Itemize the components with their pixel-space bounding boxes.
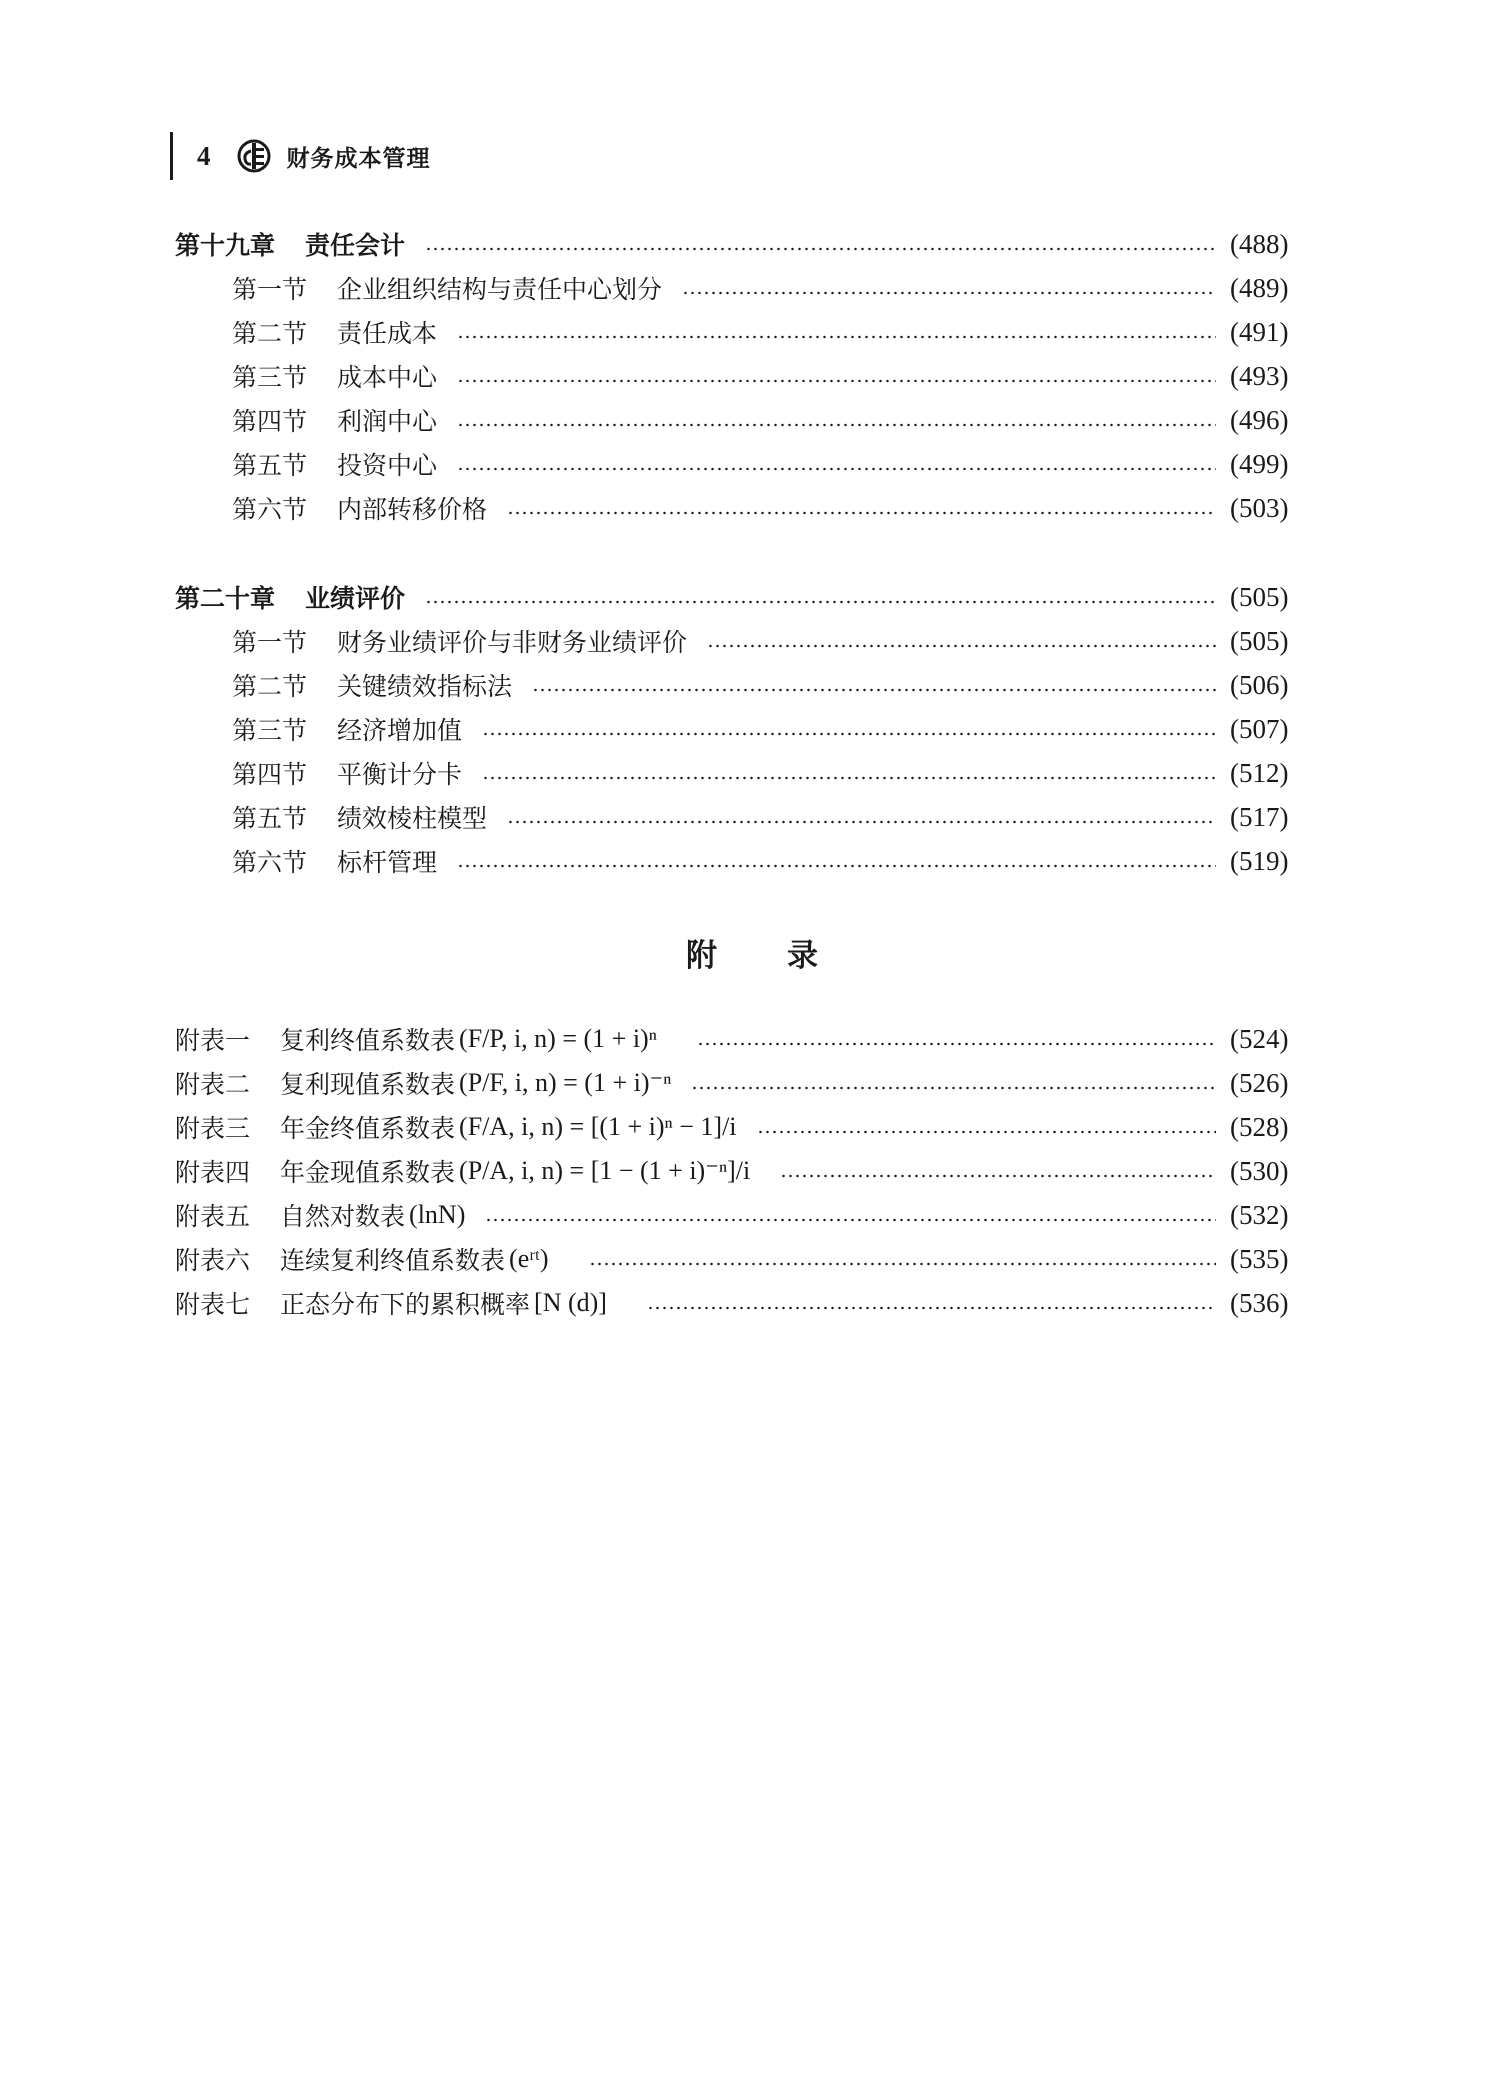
section-number: 第五节 [232,804,308,833]
toc-section[interactable] [0,400,1504,440]
appendix-formula: (eʳᵗ) [509,1244,549,1273]
toc-appendix-item[interactable] [0,1151,1504,1191]
section-number: 第一节 [232,628,308,657]
appendix-formula: (F/P, i, n) = (1 + i)ⁿ [459,1024,657,1053]
toc-section[interactable] [0,268,1504,308]
toc-section[interactable] [0,841,1504,881]
chapter-title: 责任会计 [305,231,406,260]
dot-leader [707,644,1216,648]
dot-leader [482,776,1216,780]
dot-leader [697,1042,1216,1046]
dot-leader [757,1130,1216,1134]
section-number: 第六节 [232,495,308,524]
page-ref: (488) [1230,228,1289,259]
appendix-number: 附表二 [175,1070,251,1099]
toc-appendix-item[interactable] [0,1107,1504,1147]
page-ref: (524) [1230,1023,1289,1054]
toc-appendix-label [175,1241,549,1277]
appendix-number: 附表六 [175,1246,251,1275]
appendix-formula: (P/A, i, n) = [1 − (1 + i)⁻ⁿ]/i [459,1156,751,1185]
toc-chapter-20[interactable] [0,577,1504,617]
toc-section[interactable] [0,621,1504,661]
section-number: 第一节 [232,275,308,304]
appendix-title: 正态分布下的累积概率 [280,1290,531,1319]
page-ref: (526) [1230,1067,1289,1098]
toc-section-label [232,446,437,482]
dot-leader [532,688,1216,692]
appendix-title: 复利终值系数表 [280,1026,456,1055]
page-ref: (506) [1230,669,1289,700]
page-ref: (535) [1230,1243,1289,1274]
section-title: 经济增加值 [337,716,463,745]
book-title: 财务成本管理 [286,145,431,172]
toc-section[interactable] [0,665,1504,705]
toc-appendix-label [175,1153,750,1189]
dot-leader [780,1174,1216,1178]
appendix-title: 年金终值系数表 [280,1114,456,1143]
toc-section-label [232,358,437,394]
chapter-number: 第十九章 [175,231,276,260]
toc-appendix-item[interactable] [0,1283,1504,1323]
header-rule [170,132,173,180]
dot-leader [457,423,1216,427]
toc-section-label [232,270,662,306]
page-ref: (512) [1230,757,1289,788]
toc-section-label [232,402,437,438]
toc-section[interactable] [0,797,1504,837]
chapter-title: 业绩评价 [305,584,406,613]
toc-appendix-item[interactable] [0,1195,1504,1235]
dot-leader [507,511,1216,515]
toc-appendix-item[interactable] [0,1063,1504,1103]
section-title: 财务业绩评价与非财务业绩评价 [337,628,688,657]
section-title: 利润中心 [337,407,438,436]
toc-section[interactable] [0,444,1504,484]
appendix-formula: (F/A, i, n) = [(1 + i)ⁿ − 1]/i [459,1112,737,1141]
toc-section-label [232,843,437,879]
appendix-heading: 附录 [686,938,888,974]
toc-section-label [232,314,437,350]
toc-section[interactable] [0,488,1504,528]
dot-leader [507,820,1216,824]
appendix-title: 年金现值系数表 [280,1158,456,1187]
section-title: 平衡计分卡 [337,760,463,789]
running-header [170,132,431,180]
toc-appendix-label [175,1285,607,1321]
toc-chapter-label [175,226,405,262]
page-ref: (528) [1230,1111,1289,1142]
toc-appendix-label [175,1109,737,1145]
appendix-formula: (P/F, i, n) = (1 + i)⁻ⁿ [459,1068,672,1097]
dot-leader [457,467,1216,471]
page-ref: (493) [1230,360,1289,391]
page-number: 4 [197,140,211,171]
dot-leader [647,1306,1216,1310]
page-ref: (507) [1230,713,1289,744]
toc-appendix-item[interactable] [0,1239,1504,1279]
dot-leader [457,379,1216,383]
toc-section[interactable] [0,709,1504,749]
dot-leader [457,335,1216,339]
appendix-formula: [N (d)] [534,1288,607,1317]
dot-leader [682,291,1216,295]
section-number: 第二节 [232,672,308,701]
dot-leader [425,600,1216,604]
section-title: 内部转移价格 [337,495,488,524]
toc-section-label [232,623,687,659]
appendix-number: 附表一 [175,1026,251,1055]
appendix-title: 自然对数表 [280,1202,406,1231]
toc-chapter-19[interactable] [0,224,1504,264]
page-ref: (491) [1230,316,1289,347]
appendix-formula: (lnN) [409,1200,466,1229]
section-title: 企业组织结构与责任中心划分 [337,275,663,304]
toc-appendix-label [175,1197,465,1233]
page-ref: (530) [1230,1155,1289,1186]
page-ref: (496) [1230,404,1289,435]
appendix-title: 复利现值系数表 [280,1070,456,1099]
toc-chapter-label [175,579,405,615]
section-number: 第二节 [232,319,308,348]
toc-appendix-label [175,1021,657,1057]
section-number: 第三节 [232,363,308,392]
appendix-number: 附表五 [175,1202,251,1231]
page-ref: (505) [1230,581,1289,612]
page-ref: (519) [1230,845,1289,876]
section-number: 第三节 [232,716,308,745]
page-ref: (503) [1230,492,1289,523]
toc-section[interactable] [0,753,1504,793]
section-title: 绩效棱柱模型 [337,804,488,833]
section-number: 第五节 [232,451,308,480]
dot-leader [691,1086,1216,1090]
toc-section-label [232,711,462,747]
appendix-number: 附表七 [175,1290,251,1319]
toc-section[interactable] [0,356,1504,396]
toc-section-label [232,490,487,526]
toc-section-label [232,755,462,791]
toc-section-label [232,667,512,703]
dot-leader [485,1218,1216,1222]
appendix-title: 连续复利终值系数表 [280,1246,506,1275]
page-ref: (499) [1230,448,1289,479]
toc-section-label [232,799,487,835]
appendix-number: 附表四 [175,1158,251,1187]
section-title: 成本中心 [337,363,438,392]
section-title: 关键绩效指标法 [337,672,513,701]
dot-leader [482,732,1216,736]
dot-leader [589,1262,1216,1266]
section-number: 第四节 [232,407,308,436]
page-ref: (505) [1230,625,1289,656]
page-ref: (536) [1230,1287,1289,1318]
dot-leader [425,247,1216,251]
toc-section[interactable] [0,312,1504,352]
publisher-logo-icon [237,139,271,173]
section-title: 责任成本 [337,319,438,348]
section-number: 第六节 [232,848,308,877]
chapter-number: 第二十章 [175,584,276,613]
dot-leader [457,864,1216,868]
section-title: 标杆管理 [337,848,438,877]
page-ref: (532) [1230,1199,1289,1230]
page-ref: (517) [1230,801,1289,832]
toc-appendix-item[interactable] [0,1019,1504,1059]
section-title: 投资中心 [337,451,438,480]
page-ref: (489) [1230,272,1289,303]
toc-appendix-label [175,1065,671,1101]
section-number: 第四节 [232,760,308,789]
appendix-number: 附表三 [175,1114,251,1143]
